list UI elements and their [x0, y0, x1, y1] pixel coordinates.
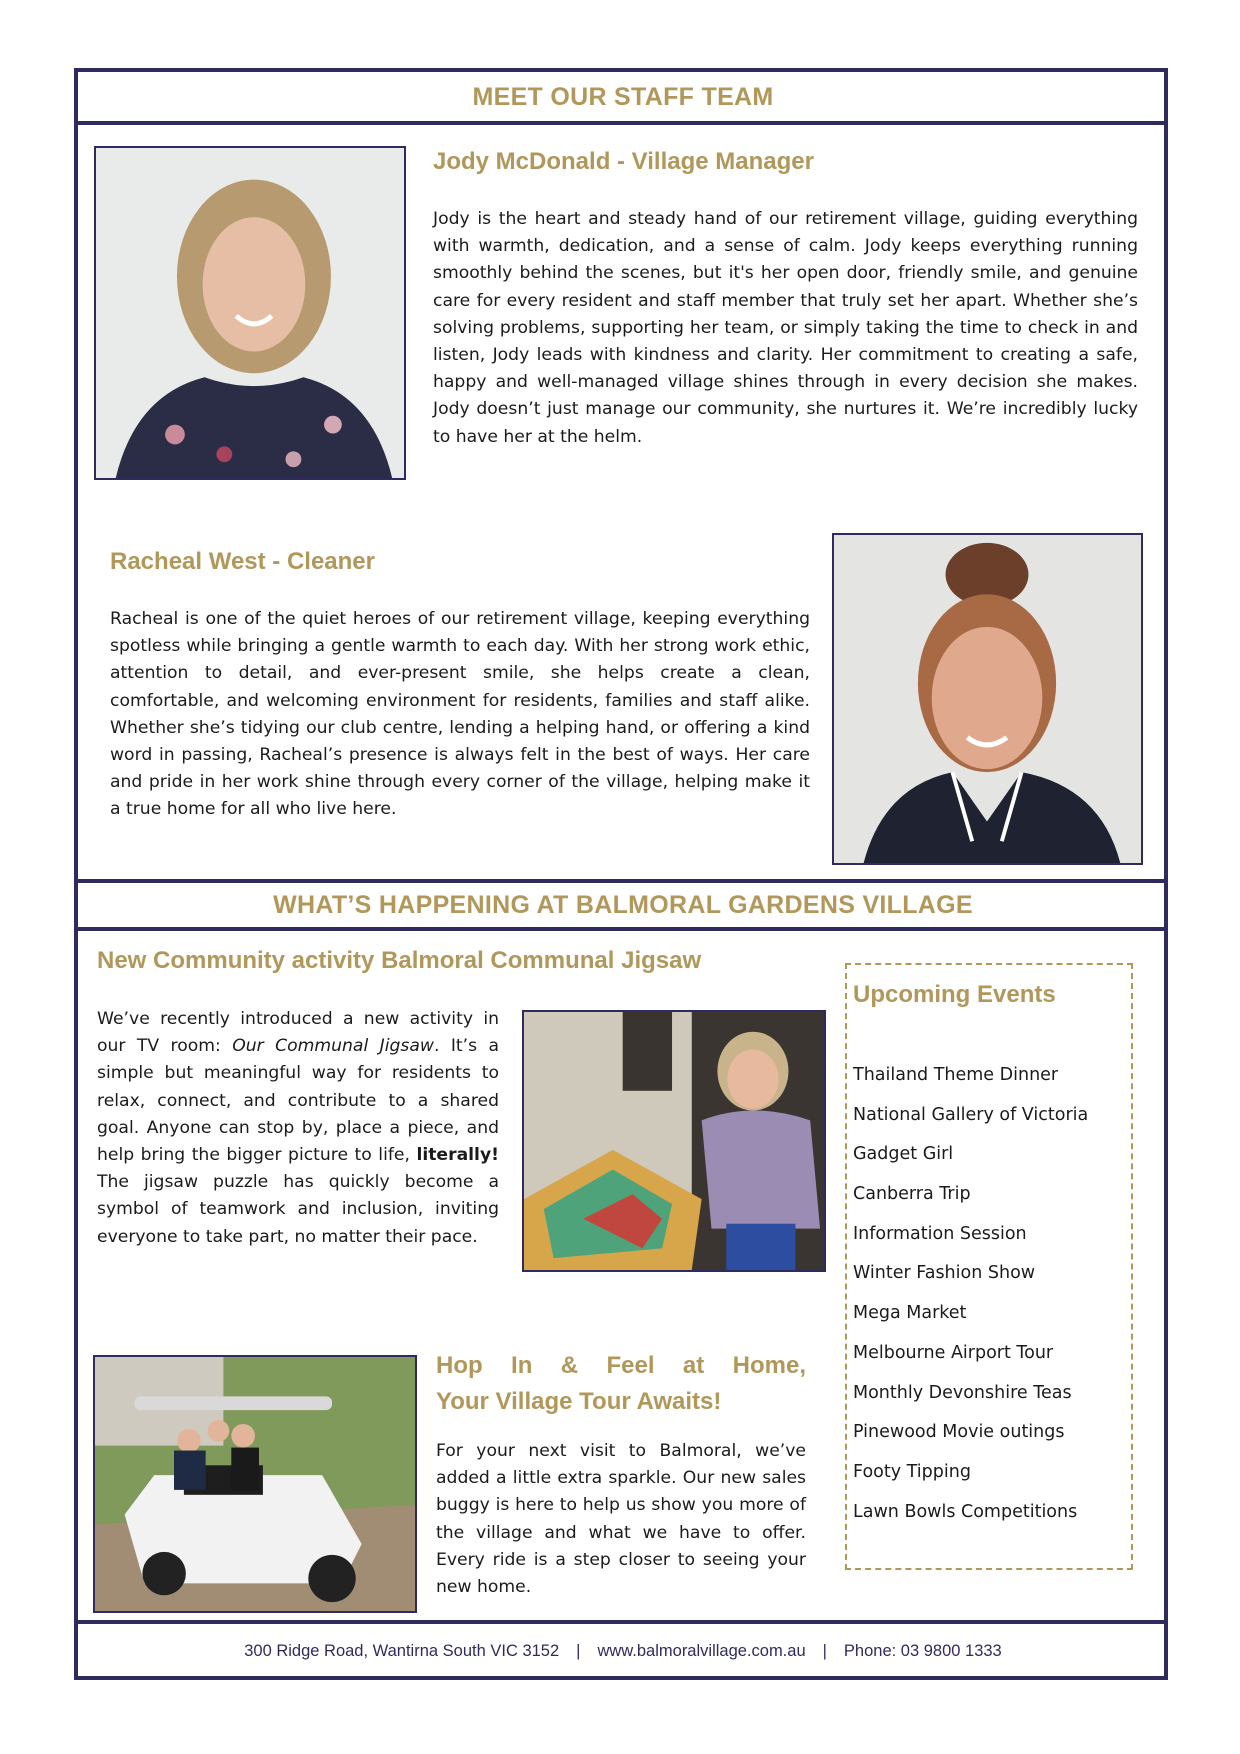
event-item: Thailand Theme Dinner [853, 1065, 1059, 1085]
footer-phone: Phone: 03 9800 1333 [843, 1641, 1002, 1660]
upcoming-events-list [853, 1063, 1088, 1539]
jigsaw-text-italic: Our Communal Jigsaw [232, 1036, 434, 1057]
event-item: National Gallery of Victoria [853, 1104, 1089, 1125]
event-item: Footy Tipping [853, 1461, 971, 1482]
happening-section-title: WHAT’S HAPPENING AT BALMORAL GARDENS VILLAGE [273, 891, 973, 919]
event-item: Gadget Girl [853, 1144, 954, 1165]
jigsaw-scene-icon [524, 1012, 824, 1270]
upcoming-events-title: Upcoming Events [853, 981, 1056, 1008]
racheal-bio: Racheal is one of the quiet heroes of our retirement village, keeping everything spotless while bringing a gentle warmth to each day. With her strong work ethic, attention to detail, and ever-present smile, she helps create a clean, comfortable, and welcoming environment for residents, families and staff alike. Whether she’s tidying our club centre, lending a helping hand, or offering a kind word in passing, Racheal’s presence is always felt in the best of ways. Her care and pride in her work shine through every corner of the village, helping make it a true home for all who live here. [110, 609, 810, 820]
upcoming-events-box [845, 963, 1133, 1570]
footer-separator: | [822, 1641, 827, 1660]
event-item: Melbourne Airport Tour [853, 1342, 1054, 1363]
section-divider [78, 121, 1168, 125]
event-item: Canberra Trip [853, 1184, 971, 1205]
event-item: Information Session [853, 1223, 1027, 1244]
footer-divider [78, 1620, 1168, 1624]
tour-heading-line2: Your Village Tour Awaits! [436, 1388, 722, 1415]
tour-heading-line1: Hop In & Feel at Home, [436, 1352, 806, 1379]
jigsaw-photo [522, 1010, 826, 1272]
jigsaw-text-part: . It’s a simple but meaningful way for residents to relax, connect, and contribute to a shared goal. Anyone can stop by, place a piece, and help bring the bigger picture to life, [97, 1036, 500, 1166]
jigsaw-text-bold: literally! [416, 1145, 499, 1166]
portrait-icon [96, 148, 404, 478]
section-divider [78, 879, 1168, 883]
racheal-photo [832, 533, 1143, 865]
footer-address: 300 Ridge Road, Wantirna South VIC 3152 [244, 1641, 560, 1660]
jigsaw-text [97, 1006, 499, 1251]
tour-body: For your next visit to Balmoral, we’ve added a little extra sparkle. Our new sales buggy is here to help us show you more of the village and what we have to offer. Every ride is a step closer to seeing your new home. [436, 1441, 806, 1598]
event-item: Pinewood Movie outings [853, 1422, 1065, 1443]
buggy-photo [93, 1355, 417, 1613]
event-item: Mega Market [853, 1303, 967, 1324]
event-item: Monthly Devonshire Teas [853, 1382, 1072, 1403]
jody-bio: Jody is the heart and steady hand of our retirement village, guiding everything with warmth, dedication, and a sense of calm. Jody keeps everything running smoothly behind the scenes, but it's her open door, friendly smile, and genuine care for every resident and staff member that truly set her apart. Whether she’s solving problems, supporting her team, or simply taking the time to check in and listen, Jody leads with kindness and clarity. Her commitment to creating a safe, happy and well-managed village shines through in every decision she makes. Jody doesn’t just manage our community, she nurtures it. We’re incredibly lucky to have her at the helm. [433, 209, 1138, 447]
portrait-icon [834, 535, 1141, 863]
footer-separator: | [576, 1641, 581, 1660]
event-item: Lawn Bowls Competitions [853, 1501, 1078, 1522]
section-divider [78, 927, 1168, 931]
racheal-heading: Racheal West - Cleaner [110, 548, 375, 575]
event-item: Winter Fashion Show [853, 1263, 1036, 1284]
jody-photo [94, 146, 406, 480]
staff-section-title: MEET OUR STAFF TEAM [472, 83, 774, 111]
jigsaw-heading: New Community activity Balmoral Communal Jigsaw [97, 947, 702, 974]
jigsaw-text-part: The jigsaw puzzle has quickly become a symbol of teamwork and inclusion, inviting everyone to take part, no matter their pace. [97, 1172, 499, 1247]
buggy-scene-icon [95, 1357, 415, 1611]
jigsaw-text-part: We’ve recently introduced a new activity in our TV room: [97, 1009, 499, 1057]
footer [78, 1626, 1168, 1676]
footer-website-link[interactable]: www.balmoralvillage.com.au [597, 1641, 806, 1660]
jody-heading: Jody McDonald - Village Manager [433, 148, 814, 175]
